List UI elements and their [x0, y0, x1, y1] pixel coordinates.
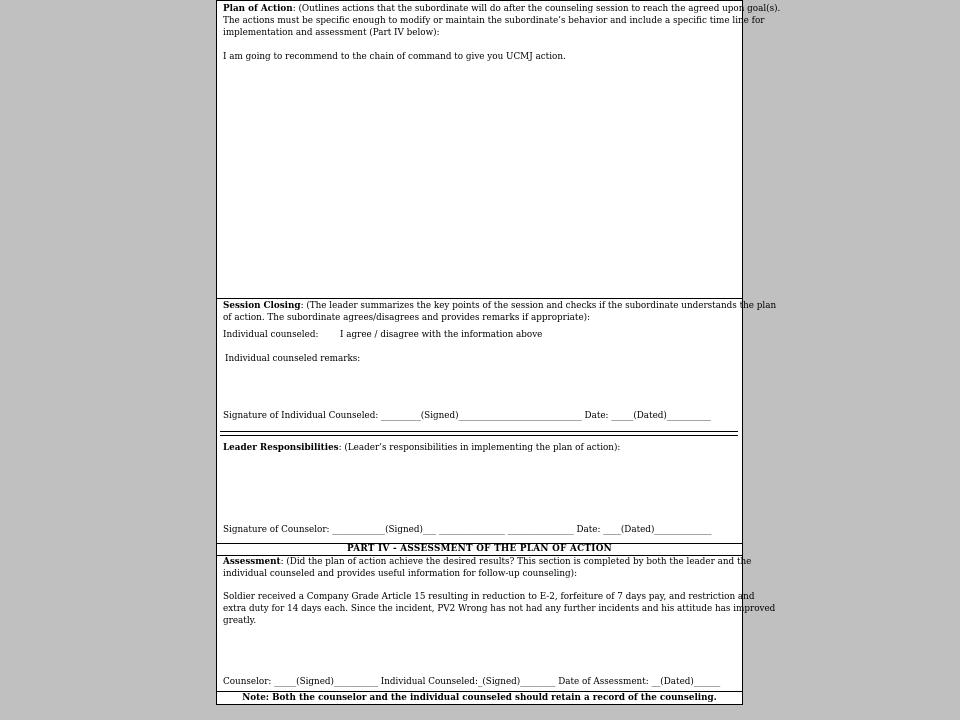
session-closing-label: Session Closing — [223, 301, 301, 311]
session-closing-section — [217, 299, 777, 431]
individual-signature-line: Signature of Individual Counseled: _________(Signed)____________________________ Date: _____(Dated)__________ — [223, 411, 711, 421]
note-line — [217, 692, 742, 704]
leader-responsibilities-line — [223, 442, 620, 454]
individual-counseled-label: Individual counseled: — [223, 330, 319, 340]
plan-of-action-text: : (Outlines actions that the subordinate will do after the counseling session to reach the agreed upon goal(s). — [292, 4, 781, 14]
session-closing-line-2: of action. The subordinate agrees/disagrees and provides remarks if appropriate): — [223, 313, 591, 323]
assessment-line-1 — [223, 556, 751, 568]
plan-of-action-section — [217, 1, 781, 298]
individual-remarks-label: Individual counseled remarks: — [225, 354, 361, 364]
assessment-signature-line: Counselor: _____(Signed)__________ Individual Counseled:_(Signed)________ Date of Assessment: __(Dated)______ — [223, 677, 721, 687]
leader-responsibilities-label: Leader Responsibilities — [223, 443, 339, 453]
counseling-form — [216, 0, 781, 705]
note-label: Note: — [242, 693, 270, 703]
plan-of-action-statement: I am going to recommend to the chain of command to give you UCMJ action. — [223, 52, 566, 62]
divider — [220, 435, 738, 436]
plan-of-action-line-3: implementation and assessment (Part IV below): — [223, 28, 440, 38]
plan-of-action-line-1 — [223, 3, 780, 15]
assessment-line-2: individual counseled and provides useful information for follow-up counseling): — [223, 569, 578, 579]
counselor-signature-line: Signature of Counselor: ____________(Signed)___ _______________ _______________ Date: ____(Dated)_____________ — [223, 525, 712, 535]
assessment-section — [217, 556, 776, 691]
session-closing-text: : (The leader summarizes the key points of the session and checks if the subordinate understands the plan — [300, 301, 777, 311]
assessment-body-line-1: Soldier received a Company Grade Article 15 resulting in reduction to E-2, forfeiture of 7 days pay, and restriction and — [223, 592, 755, 602]
leader-responsibilities-section — [217, 437, 742, 543]
plan-of-action-label: Plan of Action — [223, 4, 293, 14]
assessment-body-line-3: greatly. — [223, 616, 257, 626]
assessment-text: : (Did the plan of action achieve the desired results? This section is completed by both the leader and the — [280, 557, 752, 567]
agree-disagree-text: I agree / disagree with the information above — [340, 330, 543, 340]
note-text: Both the counselor and the individual counseled should retain a record of the counseling. — [269, 693, 717, 703]
leader-responsibilities-text: : (Leader’s responsibilities in implementing the plan of action): — [338, 443, 621, 453]
assessment-body-line-2: extra duty for 14 days each. Since the incident, PV2 Wrong has not had any further incidents and his attitude has improved — [223, 604, 776, 614]
assessment-label: Assessment — [223, 557, 281, 567]
plan-of-action-line-2: The actions must be specific enough to modify or maintain the subordinate’s behavior and include a specific time line for — [223, 16, 765, 26]
session-closing-line-1 — [223, 300, 776, 312]
divider — [220, 431, 738, 432]
part-iv-heading: PART IV - ASSESSMENT OF THE PLAN OF ACTION — [346, 544, 612, 554]
